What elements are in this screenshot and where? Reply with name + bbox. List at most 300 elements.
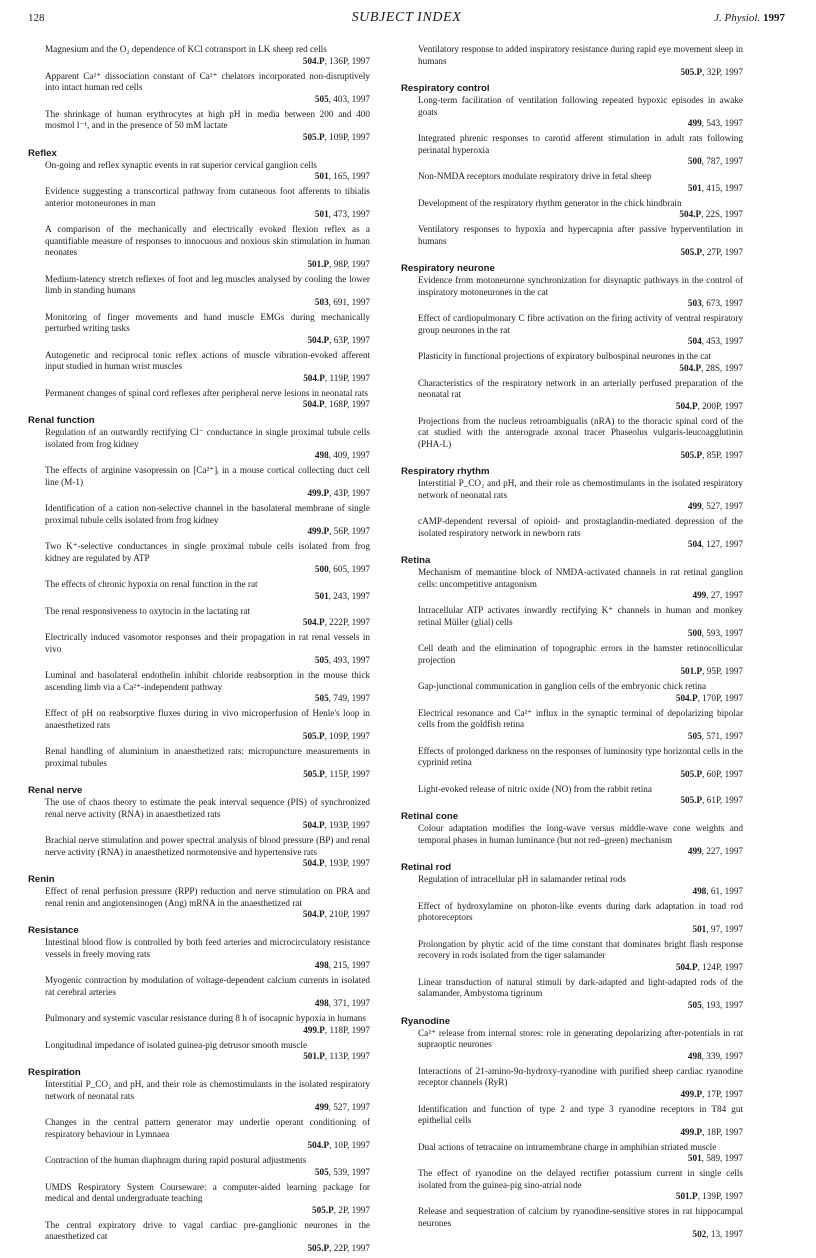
- index-entry: [401, 44, 743, 78]
- volume-number: 504.P: [307, 1140, 330, 1150]
- page-year: , 10P, 1997: [329, 1140, 370, 1150]
- index-entry: [28, 708, 370, 742]
- index-entry: [28, 350, 370, 384]
- volume-number: 498: [692, 885, 707, 896]
- entry-reference: [418, 886, 743, 897]
- entry-reference: [418, 183, 743, 194]
- volume-number: 504.P: [675, 692, 698, 703]
- index-section: [401, 262, 743, 461]
- volume-number: 499.P: [680, 1126, 703, 1137]
- section-heading: Retinal cone: [401, 811, 459, 822]
- entry-title: Renal handling of aluminium in anaesthetized rats: micropuncture measurements in proximal tubules: [45, 746, 370, 768]
- volume-number: 501.P: [680, 666, 703, 676]
- index-entry: [28, 937, 370, 971]
- page-year: , 222P, 1997: [324, 617, 370, 627]
- page-year: , 168P, 1997: [324, 399, 370, 409]
- index-entry: [28, 1079, 370, 1113]
- index-entry: [28, 1182, 370, 1216]
- page-year: , 109P, 1997: [324, 131, 370, 142]
- entry-reference: [45, 960, 370, 971]
- entry-title: Gap-junctional communication in ganglion cells of the embryonic chick retina: [418, 681, 707, 691]
- section-heading: Respiration: [28, 1067, 81, 1078]
- entry-reference: [45, 858, 370, 869]
- page-year: , 119P, 1997: [324, 372, 370, 383]
- entry-reference: [418, 209, 743, 220]
- entry-reference: [418, 1153, 743, 1164]
- entry-title: Changes in the central pattern generator may underlie operant conditioning of respiratory behaviour in Lymnaea: [45, 1117, 370, 1139]
- page-year: , 61P, 1997: [702, 795, 743, 805]
- entry-reference: [45, 1205, 370, 1216]
- page-year: , 593, 1997: [701, 628, 743, 638]
- page-year: , 193P, 1997: [324, 820, 370, 830]
- page-year: , 85P, 1997: [702, 450, 743, 460]
- entry-title: Long-term facilitation of ventilation following repeated hypoxic episodes in awake goats: [418, 95, 743, 117]
- entry-title: The central expiratory drive to vagal cardiac pre-ganglionic neurones in the anaesthetized cat: [45, 1219, 370, 1241]
- page-year: , 527, 1997: [701, 501, 743, 511]
- section-heading: Renal function: [28, 415, 95, 426]
- entry-reference: [45, 1102, 370, 1113]
- index-entry: [28, 503, 370, 537]
- index-entry: [401, 1028, 743, 1062]
- entry-title: Contraction of the human diaphragm during rapid postural adjustments: [45, 1155, 307, 1165]
- entry-title: Evidence from motoneurone synchronization for disynaptic pathways in the control of inspiratory motoneurones in the cat: [418, 275, 743, 297]
- entry-title: Electrically induced vasomotor responses and their propagation in rat renal vessels in vivo: [45, 632, 370, 654]
- entry-title: Myogenic contraction by modulation of voltage-dependent calcium currents in isolated rat cerebral arteries: [45, 975, 370, 997]
- volume-number: 505: [314, 1166, 329, 1177]
- entry-reference: [418, 1089, 743, 1100]
- index-entry: [401, 784, 743, 807]
- page-year: , 115P, 1997: [324, 769, 370, 779]
- volume-number: 501: [687, 182, 702, 193]
- page-year: , 210P, 1997: [324, 909, 370, 919]
- volume-number: 501: [314, 171, 329, 181]
- entry-title: Characteristics of the respiratory network in an arterially perfused preparation of the neonatal rat: [418, 377, 743, 399]
- entry-title: Intestinal blood flow is controlled by both feed arteries and microcirculatory resistance vessels in freely moving rats: [45, 937, 370, 959]
- page-year: , 227, 1997: [701, 846, 743, 856]
- page-year: , 18P, 1997: [702, 1126, 743, 1137]
- page-year: , 605, 1997: [328, 564, 370, 574]
- entry-title: Effect of hydroxylamine on photon-like events during dark adaptation in toad rod photoreceptors: [418, 900, 743, 922]
- section-heading: Resistance: [28, 925, 79, 936]
- entry-reference: [418, 156, 743, 167]
- entry-reference: [45, 655, 370, 666]
- page-year: , 22P, 1997: [329, 1242, 370, 1253]
- entry-reference: [45, 94, 370, 105]
- entry-reference: [45, 731, 370, 742]
- entry-title: The renal responsiveness to oxytocin in the lactating rat: [45, 605, 251, 616]
- entry-title: The use of chaos theory to estimate the peak interval sequence (PIS) of synchronized renal nerve activity (RNA) in anaesthetized rats: [45, 797, 370, 819]
- journal-year: 1997: [763, 12, 785, 24]
- index-section: [28, 924, 370, 1062]
- index-entry: [28, 1013, 370, 1036]
- page-year: , 118P, 1997: [324, 1024, 370, 1035]
- index-entry: [28, 465, 370, 499]
- index-entry: [28, 224, 370, 270]
- index-entry: [401, 378, 743, 412]
- volume-number: 501.P: [307, 258, 330, 269]
- index-entry: [401, 708, 743, 742]
- entry-reference: [418, 450, 743, 461]
- volume-number: 501: [687, 1153, 702, 1163]
- index-entry: [401, 171, 743, 194]
- entry-reference: [45, 526, 370, 537]
- entry-reference: [45, 56, 370, 67]
- page-year: , 13, 1997: [706, 1229, 743, 1239]
- entry-reference: [45, 132, 370, 143]
- index-section: [401, 465, 743, 550]
- page-year: , 749, 1997: [328, 693, 370, 703]
- index-entry: [28, 797, 370, 831]
- volume-number: 500: [314, 564, 329, 574]
- entry-reference: [418, 1191, 743, 1202]
- page-year: , 22S, 1997: [701, 209, 743, 219]
- page-year: , 215, 1997: [328, 960, 370, 970]
- page-year: , 339, 1997: [701, 1050, 743, 1061]
- entry-reference: [418, 1127, 743, 1138]
- volume-number: 504.P: [679, 209, 702, 219]
- entry-reference: [418, 363, 743, 374]
- entry-title: Evidence suggesting a transcortical pathway from cutaneous foot afferents to tibialis anterior motoneurones in man: [45, 186, 370, 208]
- entry-reference: [45, 1140, 370, 1151]
- section-heading: Retina: [401, 555, 431, 566]
- index-entry: [401, 567, 743, 601]
- index-entry: [28, 746, 370, 780]
- section-heading: Ryanodine: [401, 1015, 451, 1027]
- entry-reference: [45, 1167, 370, 1178]
- index-entry: [28, 541, 370, 575]
- entry-title: Autogenetic and reciprocal tonic reflex actions of muscle vibration-evoked afferent input studied in human wrist muscles: [45, 349, 370, 371]
- entry-title: Cell death and the elimination of topographic errors in the hamster retinocollicular projection: [418, 643, 743, 665]
- page-year: , 543, 1997: [701, 118, 743, 128]
- entry-title: Effect of pH on reabsorptive fluxes during in vivo microperfusion of Henle's loop in anaesthetized rats: [45, 708, 370, 730]
- index-entry: [28, 975, 370, 1009]
- entry-reference: [418, 401, 743, 412]
- section-heading: Respiratory rhythm: [401, 466, 490, 477]
- entry-reference: [45, 171, 370, 182]
- volume-number: 499.P: [680, 1088, 703, 1099]
- volume-number: 505.P: [307, 1242, 330, 1253]
- index-section: [28, 147, 370, 411]
- entry-reference: [45, 617, 370, 628]
- page-year: , 17P, 1997: [702, 1088, 743, 1099]
- page-year: , 589, 1997: [701, 1153, 743, 1163]
- entry-title: Plasticity in functional projections of expiratory bulbospinal neurones in the cat: [418, 351, 711, 361]
- page-year: , 371, 1997: [328, 998, 370, 1008]
- volume-number: 499.P: [307, 488, 330, 498]
- entry-reference: [418, 731, 743, 742]
- entry-title: Prolongation by phytic acid of the time constant that dominates bright flash response recovery in rods isolated from the tiger salamander: [418, 938, 743, 960]
- page-year: , 403, 1997: [328, 93, 370, 104]
- index-entry: [401, 1142, 743, 1165]
- page-year: , 193P, 1997: [324, 858, 370, 868]
- index-entry: [28, 606, 370, 629]
- entry-title: The shrinkage of human erythrocytes at high pH in media between 200 and 400 mosmol l⁻¹, and in the presence of 50 mM lactate: [45, 108, 370, 130]
- volume-number: 505.P: [680, 247, 703, 257]
- index-section: [28, 784, 370, 869]
- index-section: [401, 554, 743, 806]
- index-section: [401, 82, 743, 258]
- volume-number: 499: [314, 1102, 329, 1112]
- index-entry: [401, 1206, 743, 1240]
- index-entry: [401, 516, 743, 550]
- section-heading: Respiratory control: [401, 83, 490, 94]
- volume-number: 505.P: [680, 795, 703, 805]
- index-entry: [401, 416, 743, 462]
- entry-reference: [45, 820, 370, 831]
- index-entry: [28, 109, 370, 143]
- entry-title: Medium-latency stretch reflexes of foot and leg muscles analysed by cooling the lower limb in standing humans: [45, 273, 370, 295]
- volume-number: 504.P: [302, 399, 325, 409]
- entry-reference: [418, 846, 743, 857]
- volume-number: 505: [314, 93, 329, 104]
- entry-title: A comparison of the mechanically and electrically evoked flexion reflex as a quantifiable measure of responses to innocuous and noxious skin stimulation in human neonates: [45, 224, 370, 257]
- volume-number: 505: [314, 693, 329, 703]
- entry-title: Apparent Ca²⁺ dissociation constant of Ca²⁺ chelators incorporated non-disruptively into intact human red cells: [45, 70, 370, 92]
- entry-reference: [418, 924, 743, 935]
- page-header: [28, 10, 785, 32]
- entry-reference: [418, 666, 743, 677]
- volume-number: 501.P: [675, 1191, 698, 1201]
- page-year: , 43P, 1997: [329, 488, 370, 498]
- entry-reference: [418, 1051, 743, 1062]
- entry-title: Effect of renal perfusion pressure (RPP) reduction and nerve stimulation on PRA and renal renin and angiotensinogen (Ang) mRNA in the anaesthetized rat: [45, 886, 370, 908]
- entry-reference: [45, 1025, 370, 1036]
- entry-title: Intracellular ATP activates inwardly rectifying K⁺ channels in human and monkey retinal Müller (glial) cells: [418, 605, 743, 627]
- page-year: , 98P, 1997: [329, 258, 370, 269]
- journal-name: J. Physiol.: [714, 12, 761, 24]
- index-column-left: [28, 44, 370, 1258]
- page-year: , 28S, 1997: [701, 362, 743, 373]
- index-entry: [401, 746, 743, 780]
- entry-title: On-going and reflex synaptic events in rat superior cervical ganglion cells: [45, 159, 317, 170]
- page-year: , 60P, 1997: [702, 768, 743, 779]
- section-heading: Respiratory neurone: [401, 263, 495, 274]
- volume-number: 500: [687, 628, 702, 638]
- entry-reference: [45, 1051, 370, 1062]
- volume-number: 501: [314, 209, 329, 219]
- volume-number: 504.P: [675, 961, 698, 972]
- page-year: , 32P, 1997: [702, 67, 743, 77]
- volume-number: 503: [314, 296, 329, 307]
- volume-number: 503: [687, 298, 702, 308]
- entry-reference: [45, 450, 370, 461]
- index-entry: [28, 886, 370, 920]
- volume-number: 498: [687, 1050, 702, 1061]
- volume-number: 498: [314, 998, 329, 1008]
- entry-title: Mechanism of memantine block of NMDA-activated channels in rat retinal ganglion cells: uncompetitive antagonism: [418, 567, 743, 589]
- entry-title: Dual actions of tetracaine on intramembrane charge in amphibian striated muscle: [418, 1141, 717, 1152]
- index-entry: [28, 160, 370, 183]
- volume-number: 499.P: [307, 526, 330, 536]
- entry-title: Interactions of 21-amino-9α-hydroxy-ryanodine with purified sheep cardiac ryanodine receptor channels (RyR): [418, 1065, 743, 1087]
- index-entry: [401, 95, 743, 129]
- section-heading: Renin: [28, 874, 55, 885]
- entry-title: Projections from the nucleus retroambigualis (nRA) to the thoracic spinal cord of the cat studied with the anterograde axonal tracer Phaseolus vulgaris-leucoagglutinin (PHA-L): [418, 415, 743, 449]
- index-entry: [401, 133, 743, 167]
- entry-title: Release and sequestration of calcium by ryanodine-sensitive stores in rat hippocampal neurones: [418, 1206, 743, 1228]
- index-section: [401, 44, 743, 78]
- page-year: , 124P, 1997: [697, 961, 743, 972]
- entry-reference: [45, 769, 370, 780]
- entry-title: Interstitial P_CO₂ and pH, and their role as chemostimulants in the isolated respiratory network of neonatal rats: [418, 478, 743, 500]
- entry-reference: [418, 1000, 743, 1011]
- index-entry: [401, 901, 743, 935]
- index-entry: [28, 579, 370, 602]
- page-year: , 787, 1997: [701, 156, 743, 166]
- entry-title: Ventilatory response to added inspiratory resistance during rapid eye movement sleep in humans: [418, 44, 743, 66]
- volume-number: 505.P: [680, 450, 703, 460]
- entry-reference: [45, 564, 370, 575]
- entry-title: Effects of prolonged darkness on the responses of luminosity type horizontal cells in the cyprinid retina: [418, 745, 743, 767]
- page-year: , 63P, 1997: [329, 334, 370, 345]
- page-year: , 127, 1997: [701, 539, 743, 549]
- page-number: 128: [28, 12, 45, 24]
- page-year: , 243, 1997: [328, 590, 370, 601]
- index-section: [401, 1015, 743, 1241]
- index-entry: [28, 427, 370, 461]
- page-year: , 27, 1997: [706, 590, 743, 600]
- volume-number: 501: [314, 590, 329, 601]
- index-entry: [28, 312, 370, 346]
- entry-reference: [418, 118, 743, 129]
- volume-number: 505: [687, 730, 702, 741]
- page-year: , 56P, 1997: [329, 526, 370, 536]
- index-entry: [401, 681, 743, 704]
- entry-reference: [418, 336, 743, 347]
- entry-reference: [418, 962, 743, 973]
- entry-title: Identification and function of type 2 and type 3 ryanodine receptors in T84 gut epithelial cells: [418, 1103, 743, 1125]
- entry-reference: [45, 373, 370, 384]
- entry-title: Interstitial P_CO₂ and pH, and their role as chemostimulants in the isolated respiratory network of neonatal rats: [45, 1079, 370, 1101]
- entry-title: Two K⁺-selective conductances in single proximal tubule cells isolated from frog kidney are regulated by ATP: [45, 541, 370, 563]
- page-year: , 691, 1997: [328, 296, 370, 307]
- section-heading: Retinal rod: [401, 862, 452, 873]
- index-entry: [401, 874, 743, 897]
- entry-title: Luminal and basolateral endothelin inhibit chloride reabsorption in the mouse thick ascending limb via a Ca²⁺-independent pathway: [45, 670, 370, 692]
- journal-citation: [714, 12, 785, 24]
- index-entry: [28, 1117, 370, 1151]
- entry-reference: [418, 590, 743, 601]
- entry-reference: [45, 488, 370, 499]
- volume-number: 501: [692, 923, 707, 934]
- volume-number: 505.P: [680, 768, 703, 779]
- index-entry: [401, 351, 743, 374]
- volume-number: 500: [687, 156, 702, 166]
- index-entry: [401, 478, 743, 512]
- page-year: , 95P, 1997: [702, 666, 743, 676]
- page-year: , 539, 1997: [328, 1166, 370, 1177]
- index-entry: [28, 44, 370, 67]
- index-entry: [28, 274, 370, 308]
- volume-number: 504.P: [307, 334, 330, 345]
- page-year: , 139P, 1997: [697, 1191, 743, 1201]
- index-entry: [401, 198, 743, 221]
- volume-number: 502: [692, 1229, 707, 1239]
- entry-title: Effect of cardiopulmonary C fibre activation on the firing activity of ventral respiratory group neurones in the rat: [418, 313, 743, 335]
- volume-number: 499: [687, 501, 702, 511]
- entry-title: Monitoring of finger movements and hand muscle EMGs during mechanically perturbed writing tasks: [45, 311, 370, 333]
- index-section: [401, 810, 743, 857]
- entry-reference: [418, 247, 743, 258]
- index-entry: [28, 1220, 370, 1254]
- index-section: [28, 873, 370, 920]
- volume-number: 499: [687, 118, 702, 128]
- running-title: SUBJECT INDEX: [351, 10, 462, 25]
- index-column-right: [401, 44, 743, 1244]
- page-year: , 409, 1997: [328, 450, 370, 460]
- index-entry: [28, 388, 370, 411]
- index-entry: [401, 275, 743, 309]
- page-year: , 571, 1997: [701, 730, 743, 741]
- entry-title: UMDS Respiratory System Courseware: a computer-aided learning package for medical and dental undergraduate teaching: [45, 1181, 370, 1203]
- index-entry: [28, 1155, 370, 1178]
- volume-number: 501.P: [303, 1051, 325, 1061]
- index-entry: [401, 1066, 743, 1100]
- page-year: , 27P, 1997: [702, 247, 743, 257]
- entry-title: Longitudinal impedance of isolated guinea-pig detrusor smooth muscle: [45, 1039, 308, 1050]
- volume-number: 505.P: [680, 67, 703, 77]
- entry-title: Pulmonary and systemic vascular resistance during 8 h of isocapnic hypoxia in humans: [45, 1013, 366, 1023]
- entry-title: Colour adaptation modifies the long-wave versus middle-wave cone weights and temporal phases in human luminance (but not red–green) mechanism: [418, 823, 743, 845]
- entry-title: Ventilatory responses to hypoxia and hypercapnia after passive hyperventilation in humans: [418, 224, 743, 246]
- volume-number: 504.P: [303, 372, 325, 383]
- volume-number: 498: [314, 450, 329, 460]
- entry-reference: [45, 335, 370, 346]
- entry-title: The effects of chronic hypoxia on renal function in the rat: [45, 579, 258, 589]
- volume-number: 504.P: [302, 820, 325, 830]
- index-entry: [401, 1104, 743, 1138]
- volume-number: 505.P: [302, 131, 325, 142]
- page-year: , 136P, 1997: [324, 55, 370, 66]
- entry-reference: [418, 1229, 743, 1240]
- index-entry: [28, 71, 370, 105]
- entry-title: The effect of ryanodine on the delayed rectifier potassium current in single cells isolated from the guinea-pig sino-atrial node: [418, 1168, 743, 1190]
- page-year: , 97, 1997: [706, 923, 743, 934]
- entry-reference: [45, 909, 370, 920]
- page-year: , 170P, 1997: [697, 692, 743, 703]
- page-year: , 200P, 1997: [697, 400, 743, 411]
- page-year: , 113P, 1997: [324, 1051, 370, 1061]
- index-entry: [28, 835, 370, 869]
- page-year: , 453, 1997: [701, 336, 743, 346]
- entry-title: Regulation of an outwardly rectifying Cl⁻ conductance in single proximal tubule cells isolated from frog kidney: [45, 427, 370, 449]
- volume-number: 498: [314, 960, 329, 970]
- page-year: , 527, 1997: [328, 1102, 370, 1112]
- entry-reference: [418, 693, 743, 704]
- page-year: , 2P, 1997: [333, 1204, 370, 1215]
- section-heading: Renal nerve: [28, 785, 83, 796]
- page-year: , 193, 1997: [701, 999, 743, 1010]
- page-year: , 165, 1997: [328, 171, 370, 181]
- volume-number: 504.P: [675, 400, 698, 411]
- volume-number: 504: [687, 539, 702, 549]
- volume-number: 504.P: [302, 617, 325, 627]
- entry-reference: [418, 298, 743, 309]
- volume-number: 505.P: [302, 731, 325, 741]
- page-year: , 415, 1997: [701, 182, 743, 193]
- section-heading: Reflex: [28, 147, 57, 159]
- entry-title: Electrical resonance and Ca²⁺ influx in the synaptic terminal of depolarizing bipolar cells from the goldfish retina: [418, 707, 743, 729]
- entry-reference: [418, 539, 743, 550]
- entry-title: Linear transduction of natural stimuli by dark-adapted and light-adapted rods of the salamander, Ambystoma tigrinum: [418, 976, 743, 998]
- volume-number: 504.P: [302, 909, 325, 919]
- entry-reference: [418, 795, 743, 806]
- volume-number: 504: [687, 336, 702, 346]
- volume-number: 499.P: [303, 1024, 325, 1035]
- index-entry: [401, 605, 743, 639]
- entry-title: Identification of a cation non-selective channel in the basolateral membrane of single proximal tubule cells isolated from frog kidney: [45, 503, 370, 525]
- entry-reference: [418, 501, 743, 512]
